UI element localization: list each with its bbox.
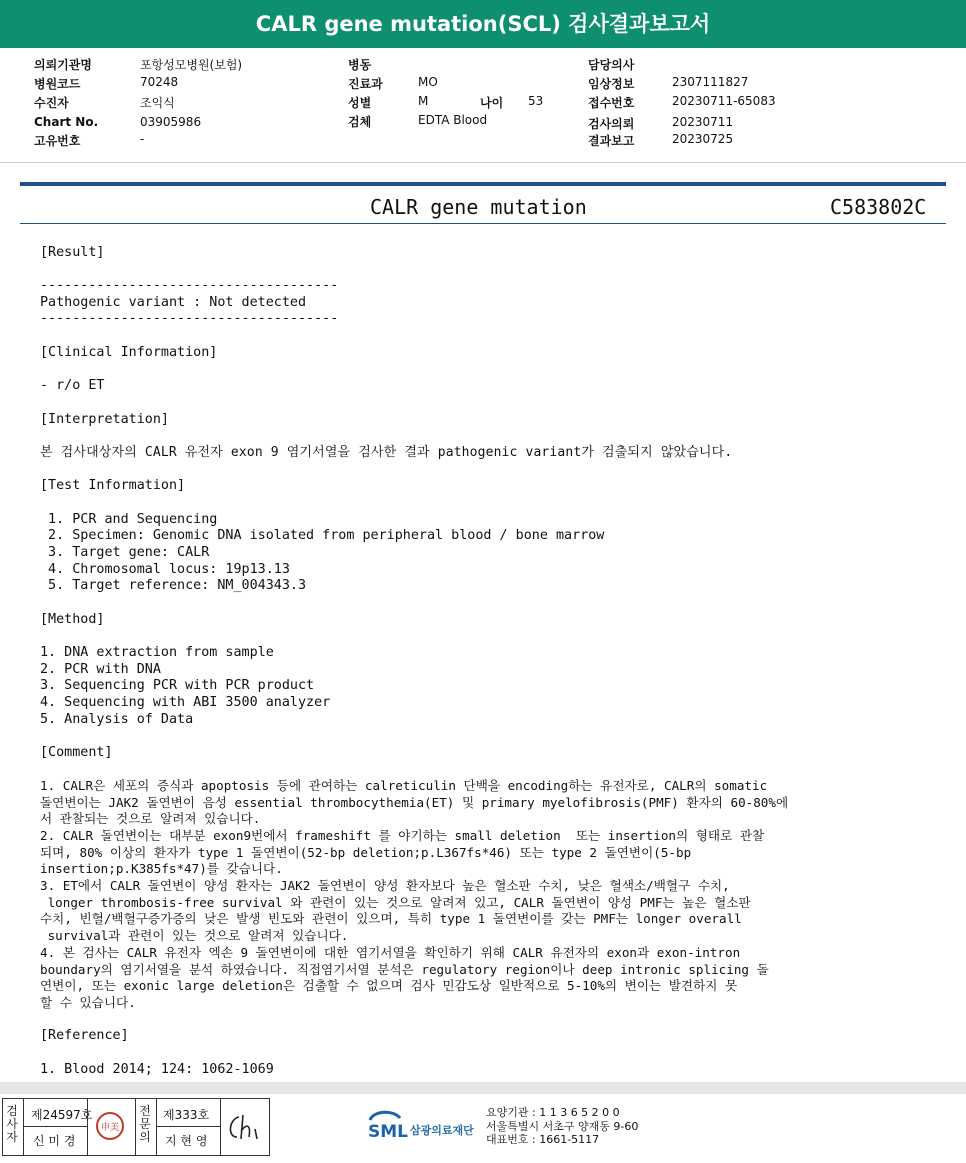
test-info-item: 4. Chromosomal locus: 19p13.13 [40,562,290,577]
test-info-item: 5. Target reference: NM_004343.3 [40,578,307,593]
clinical-text: - r/o ET [40,378,105,393]
info-label: 결과보고 [588,134,635,148]
result-line: Pathogenic variant : Not detected [40,295,307,310]
comment-line: 2. CALR 돌연변이는 대부분 exon9번에서 frameshift 를 야기하는 small deletion 또는 insertion의 형태로 관찰 [40,828,765,843]
info-value: 조익식 [140,96,175,110]
info-label: 의뢰기관명 [34,58,92,72]
test-info-item: 3. Target gene: CALR [40,545,210,560]
info-value: 20230725 [672,132,734,146]
address-line: 서울특별시 서초구 양재동 9-60 [486,1119,639,1133]
reference-item: 1. Blood 2014; 124: 1062-1069 [40,1062,274,1077]
comment-header: [Comment] [40,745,113,760]
comment-line: 서 관찰되는 것으로 알려져 있습니다. [40,811,261,826]
comment-line: 4. 본 검사는 CALR 유전자 엑손 9 돌연변이에 대한 염기서열을 확인하기 위해 CALR 유전자의 exon과 exon-intron [40,945,741,960]
comment-line: insertion;p.K385fs*47)를 갖습니다. [40,861,283,876]
reference-header: [Reference] [40,1028,129,1043]
signature-box [2,1098,270,1156]
inspector-name: 신 미 경 [33,1134,76,1148]
comment-line: survival과 관련이 있는 것으로 알려져 있습니다. [40,928,349,943]
info-label: 병동 [348,58,372,72]
info-label: 검사의뢰 [588,117,635,131]
info-label: 병원코드 [34,77,81,91]
title-rule-top [20,182,946,186]
info-label: 나이 [480,96,504,110]
method-item: 5. Analysis of Data [40,712,194,727]
svg-text:申美: 申美 [100,1123,120,1133]
info-value: EDTA Blood [418,113,488,127]
comment-line: 수치, 빈혈/백혈구증가증의 낮은 발생 빈도와 관련이 있으며, 특히 type 1 돌연변이를 갖는 PMF는 longer overall [40,911,742,926]
interpretation-header: [Interpretation] [40,412,169,427]
info-label: 검체 [348,115,372,129]
info-value: MO [418,75,438,89]
comment-line: 연변이, 또는 exonic large deletion은 검출할 수 없으며 검사 민감도상 일반적으로 5-10%의 변이는 발견하지 못 [40,978,738,993]
test-info-header: [Test Information] [40,478,186,493]
report-banner-title: CALR gene mutation(SCL) 검사결과보고서 [0,0,966,48]
info-value: 포항성모병원(보험) [140,58,243,72]
info-label: 담당의사 [588,58,635,72]
info-label: 임상정보 [588,77,635,91]
info-label: 접수번호 [588,96,635,110]
info-value: - [140,132,145,146]
specialist-name: 지 현 영 [165,1134,208,1148]
specialist-license: 제333호 [163,1108,210,1122]
comment-line: longer thrombosis-free survival 와 관련이 있는 것으로 알려져 있고, CALR 돌연변이 양성 PMF는 높은 혈소판 [40,895,751,910]
info-label: 진료과 [348,77,383,91]
info-value: M [418,94,429,108]
result-divider: ------------------------------------- [40,278,339,293]
comment-line: 할 수 있습니다. [40,995,136,1010]
info-label: 수진자 [34,96,69,110]
test-info-item: 2. Specimen: Genomic DNA isolated from peripheral blood / bone marrow [40,528,605,543]
method-item: 3. Sequencing PCR with PCR product [40,678,315,693]
address-line: 요양기관 : 1 1 3 6 5 2 0 0 [486,1106,620,1119]
info-label: 고유번호 [34,134,81,148]
info-value: 53 [528,94,544,108]
comment-line: 돌연변이는 JAK2 돌연변이 음성 essential thrombocythemia(ET) 및 primary myelofibrosis(PMF) 환자의 60-80%에 [40,795,789,810]
address-line: 대표번호 : 1661-5117 [486,1133,600,1146]
inspector-label: 검사자 [6,1104,18,1144]
org-abbr: SML [368,1122,408,1142]
result-divider: ------------------------------------- [40,311,339,326]
info-value: 2307111827 [672,75,749,89]
comment-line: 1. CALR은 세포의 증식과 apoptosis 등에 관여하는 calreticulin 단백을 encoding하는 유전자로, CALR의 somatic [40,778,768,793]
method-item: 4. Sequencing with ABI 3500 analyzer [40,695,331,710]
title-rule-bottom [20,223,946,224]
specialist-signature [225,1109,265,1148]
inspector-license: 제24597호 [31,1108,93,1122]
info-value: 70248 [140,75,179,89]
patient-info-block [0,50,966,162]
org-address [486,1106,638,1147]
info-label: 성별 [348,96,372,110]
comment-line: 되며, 80% 이상의 환자가 type 1 돌연변이(52-bp deletion;p.L367fs*46) 또는 type 2 돌연변이(5-bp [40,845,692,860]
org-logo [366,1106,484,1150]
method-item: 2. PCR with DNA [40,662,161,677]
result-header: [Result] [40,245,105,260]
footer-band [0,1082,966,1094]
info-label: Chart No. [34,115,99,129]
info-value: 03905986 [140,115,202,129]
report-title: CALR gene mutation [370,195,587,219]
method-item: 1. DNA extraction from sample [40,645,274,660]
info-value: 20230711-65083 [672,94,776,108]
report-code: C583802C [830,195,927,219]
specialist-label: 전문의 [139,1104,151,1144]
clinical-header: [Clinical Information] [40,345,218,360]
test-info-item: 1. PCR and Sequencing [40,512,218,527]
info-divider [0,162,966,163]
comment-line: boundary의 염기서열을 분석 하였습니다. 직접염기서열 분석은 regulatory region이나 deep intronic splicing 돌 [40,962,769,977]
info-value: 20230711 [672,115,734,129]
seal-stamp [95,1111,125,1141]
comment-line: 3. ET에서 CALR 돌연변이 양성 환자는 JAK2 돌연변이 양성 환자보다 높은 혈소판 수치, 낮은 혈색소/백혈구 수치, [40,878,730,893]
method-header: [Method] [40,612,105,627]
org-name: 삼광의료재단 [410,1124,474,1137]
interpretation-text: 본 검사대상자의 CALR 유전자 exon 9 염기서열을 검사한 결과 pathogenic variant가 검출되지 않았습니다. [40,445,733,460]
